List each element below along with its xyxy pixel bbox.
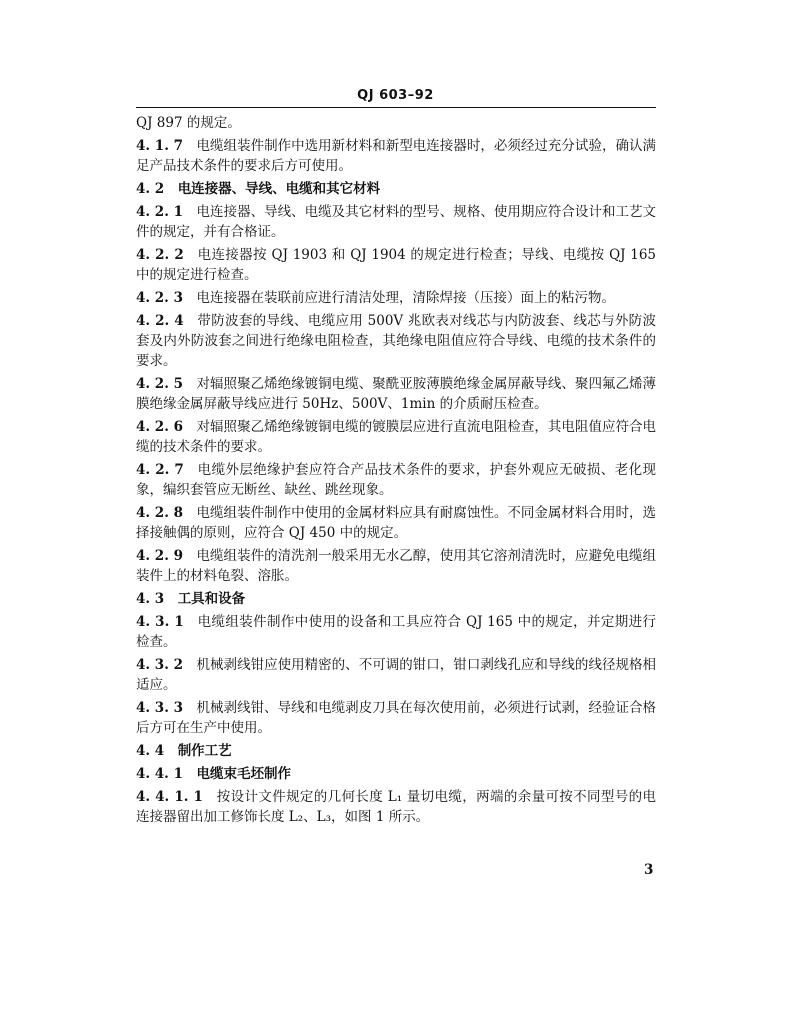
- clause-paragraph: [136, 417, 656, 457]
- clause-text: 电连接器、导线、电缆和其它材料: [177, 181, 381, 197]
- clause-text: 对辐照聚乙烯绝缘镀铜电缆、聚酰亚胺薄膜绝缘金属屏蔽导线、聚四氟乙烯薄膜绝缘金属屏蔽导线应进行 50Hz、500V、1min 的介质耐压检查。: [136, 376, 657, 412]
- clause-number: 4. 2. 8: [136, 505, 184, 521]
- clause-number: 4. 1. 7: [136, 138, 184, 154]
- clause-text: 电连接器在装联前应进行清洁处理，清除焊接（压接）面上的粘污物。: [196, 290, 615, 306]
- clause-text: 电缆组装件制作中使用的金属材料应具有耐腐蚀性。不同金属材料合用时，选择接触偶的原则，应符合 QJ 450 中的规定。: [136, 505, 657, 541]
- section-heading: [136, 589, 656, 609]
- clause-number: 4. 4: [136, 743, 165, 759]
- clause-number: 4. 3. 2: [136, 657, 184, 673]
- clause-paragraph: [136, 612, 656, 652]
- clause-number: 4. 3. 3: [136, 700, 184, 716]
- clause-text: 机械剥线钳、导线和电缆剥皮刀具在每次使用前，必须进行试剥，经验证合格后方可在生产中使用。: [136, 700, 657, 736]
- document-code-header: QJ 603–92: [357, 88, 434, 103]
- clause-paragraph: [136, 202, 656, 242]
- clause-number: 4. 4. 1: [136, 766, 183, 782]
- clause-paragraph: [136, 136, 656, 176]
- clause-text: 制作工艺: [177, 743, 232, 759]
- document-body: [136, 113, 656, 830]
- clause-number: 4. 2. 5: [136, 376, 184, 392]
- page-number: 3: [644, 862, 654, 878]
- clause-paragraph: [136, 113, 656, 133]
- clause-number: 4. 2. 4: [136, 313, 184, 329]
- clause-text: 电缆组装件制作中使用的设备和工具应符合 QJ 165 中的规定，并定期进行检查。: [136, 614, 657, 650]
- clause-number: 4. 2. 6: [136, 419, 184, 435]
- clause-paragraph: [136, 288, 656, 308]
- clause-number: 4. 4. 1. 1: [136, 789, 203, 805]
- clause-number: 4. 2. 7: [136, 462, 184, 478]
- clause-text: 按设计文件规定的几何长度 L₁ 量切电缆，两端的余量可按不同型号的电连接器留出加工修饰长度 L₂、L₃，如图 1 所示。: [136, 789, 656, 825]
- clause-text: 带防波套的导线、电缆应用 500V 兆欧表对线芯与内防波套、线芯与外防波套及内外防波套之间进行绝缘电阻检查，其绝缘电阻值应符合导线、电缆的技术条件的要求。: [136, 313, 656, 369]
- clause-text: 工具和设备: [177, 591, 246, 607]
- section-heading: [136, 741, 656, 761]
- section-heading: [136, 764, 656, 784]
- clause-number: 4. 2. 1: [136, 204, 184, 220]
- clause-number: 4. 2. 9: [136, 548, 184, 564]
- clause-text: QJ 897 的规定。: [136, 115, 241, 131]
- section-heading: [136, 179, 656, 199]
- clause-text: 电连接器、导线、电缆及其它材料的型号、规格、使用期应符合设计和工艺文件的规定，并有合格证。: [136, 204, 657, 240]
- clause-paragraph: [136, 245, 656, 285]
- clause-number: 4. 2. 3: [136, 290, 183, 306]
- clause-text: 电缆束毛坯制作: [196, 766, 291, 782]
- clause-text: 电缆外层绝缘护套应符合产品技术条件的要求，护套外观应无破损、老化现象，编织套管应无断丝、缺丝、跳丝现象。: [136, 462, 656, 498]
- clause-paragraph: [136, 311, 656, 371]
- clause-number: 4. 3: [136, 591, 165, 607]
- clause-text: 机械剥线钳应使用精密的、不可调的钳口，钳口剥线孔应和导线的线径规格相适应。: [136, 657, 657, 693]
- header-rule: [136, 107, 656, 108]
- clause-paragraph: [136, 655, 656, 695]
- clause-paragraph: [136, 546, 656, 586]
- clause-number: 4. 3. 1: [136, 614, 184, 630]
- clause-paragraph: [136, 787, 656, 827]
- clause-text: 电连接器按 QJ 1903 和 QJ 1904 的规定进行检查；导线、电缆按 QJ 165 中的规定进行检查。: [136, 247, 657, 283]
- clause-paragraph: [136, 503, 656, 543]
- clause-number: 4. 2: [136, 181, 165, 197]
- clause-number: 4. 2. 2: [136, 247, 184, 263]
- clause-paragraph: [136, 460, 656, 500]
- clause-paragraph: [136, 374, 656, 414]
- clause-paragraph: [136, 698, 656, 738]
- clause-text: 电缆组装件制作中选用新材料和新型电连接器时，必须经过充分试验，确认满足产品技术条件的要求后方可使用。: [136, 138, 657, 174]
- clause-text: 电缆组装件的清洗剂一般采用无水乙醇，使用其它溶剂清洗时，应避免电缆组装件上的材料龟裂、溶胀。: [136, 548, 657, 584]
- clause-text: 对辐照聚乙烯绝缘镀铜电缆的镀膜层应进行直流电阻检查，其电阻值应符合电缆的技术条件的要求。: [136, 419, 657, 455]
